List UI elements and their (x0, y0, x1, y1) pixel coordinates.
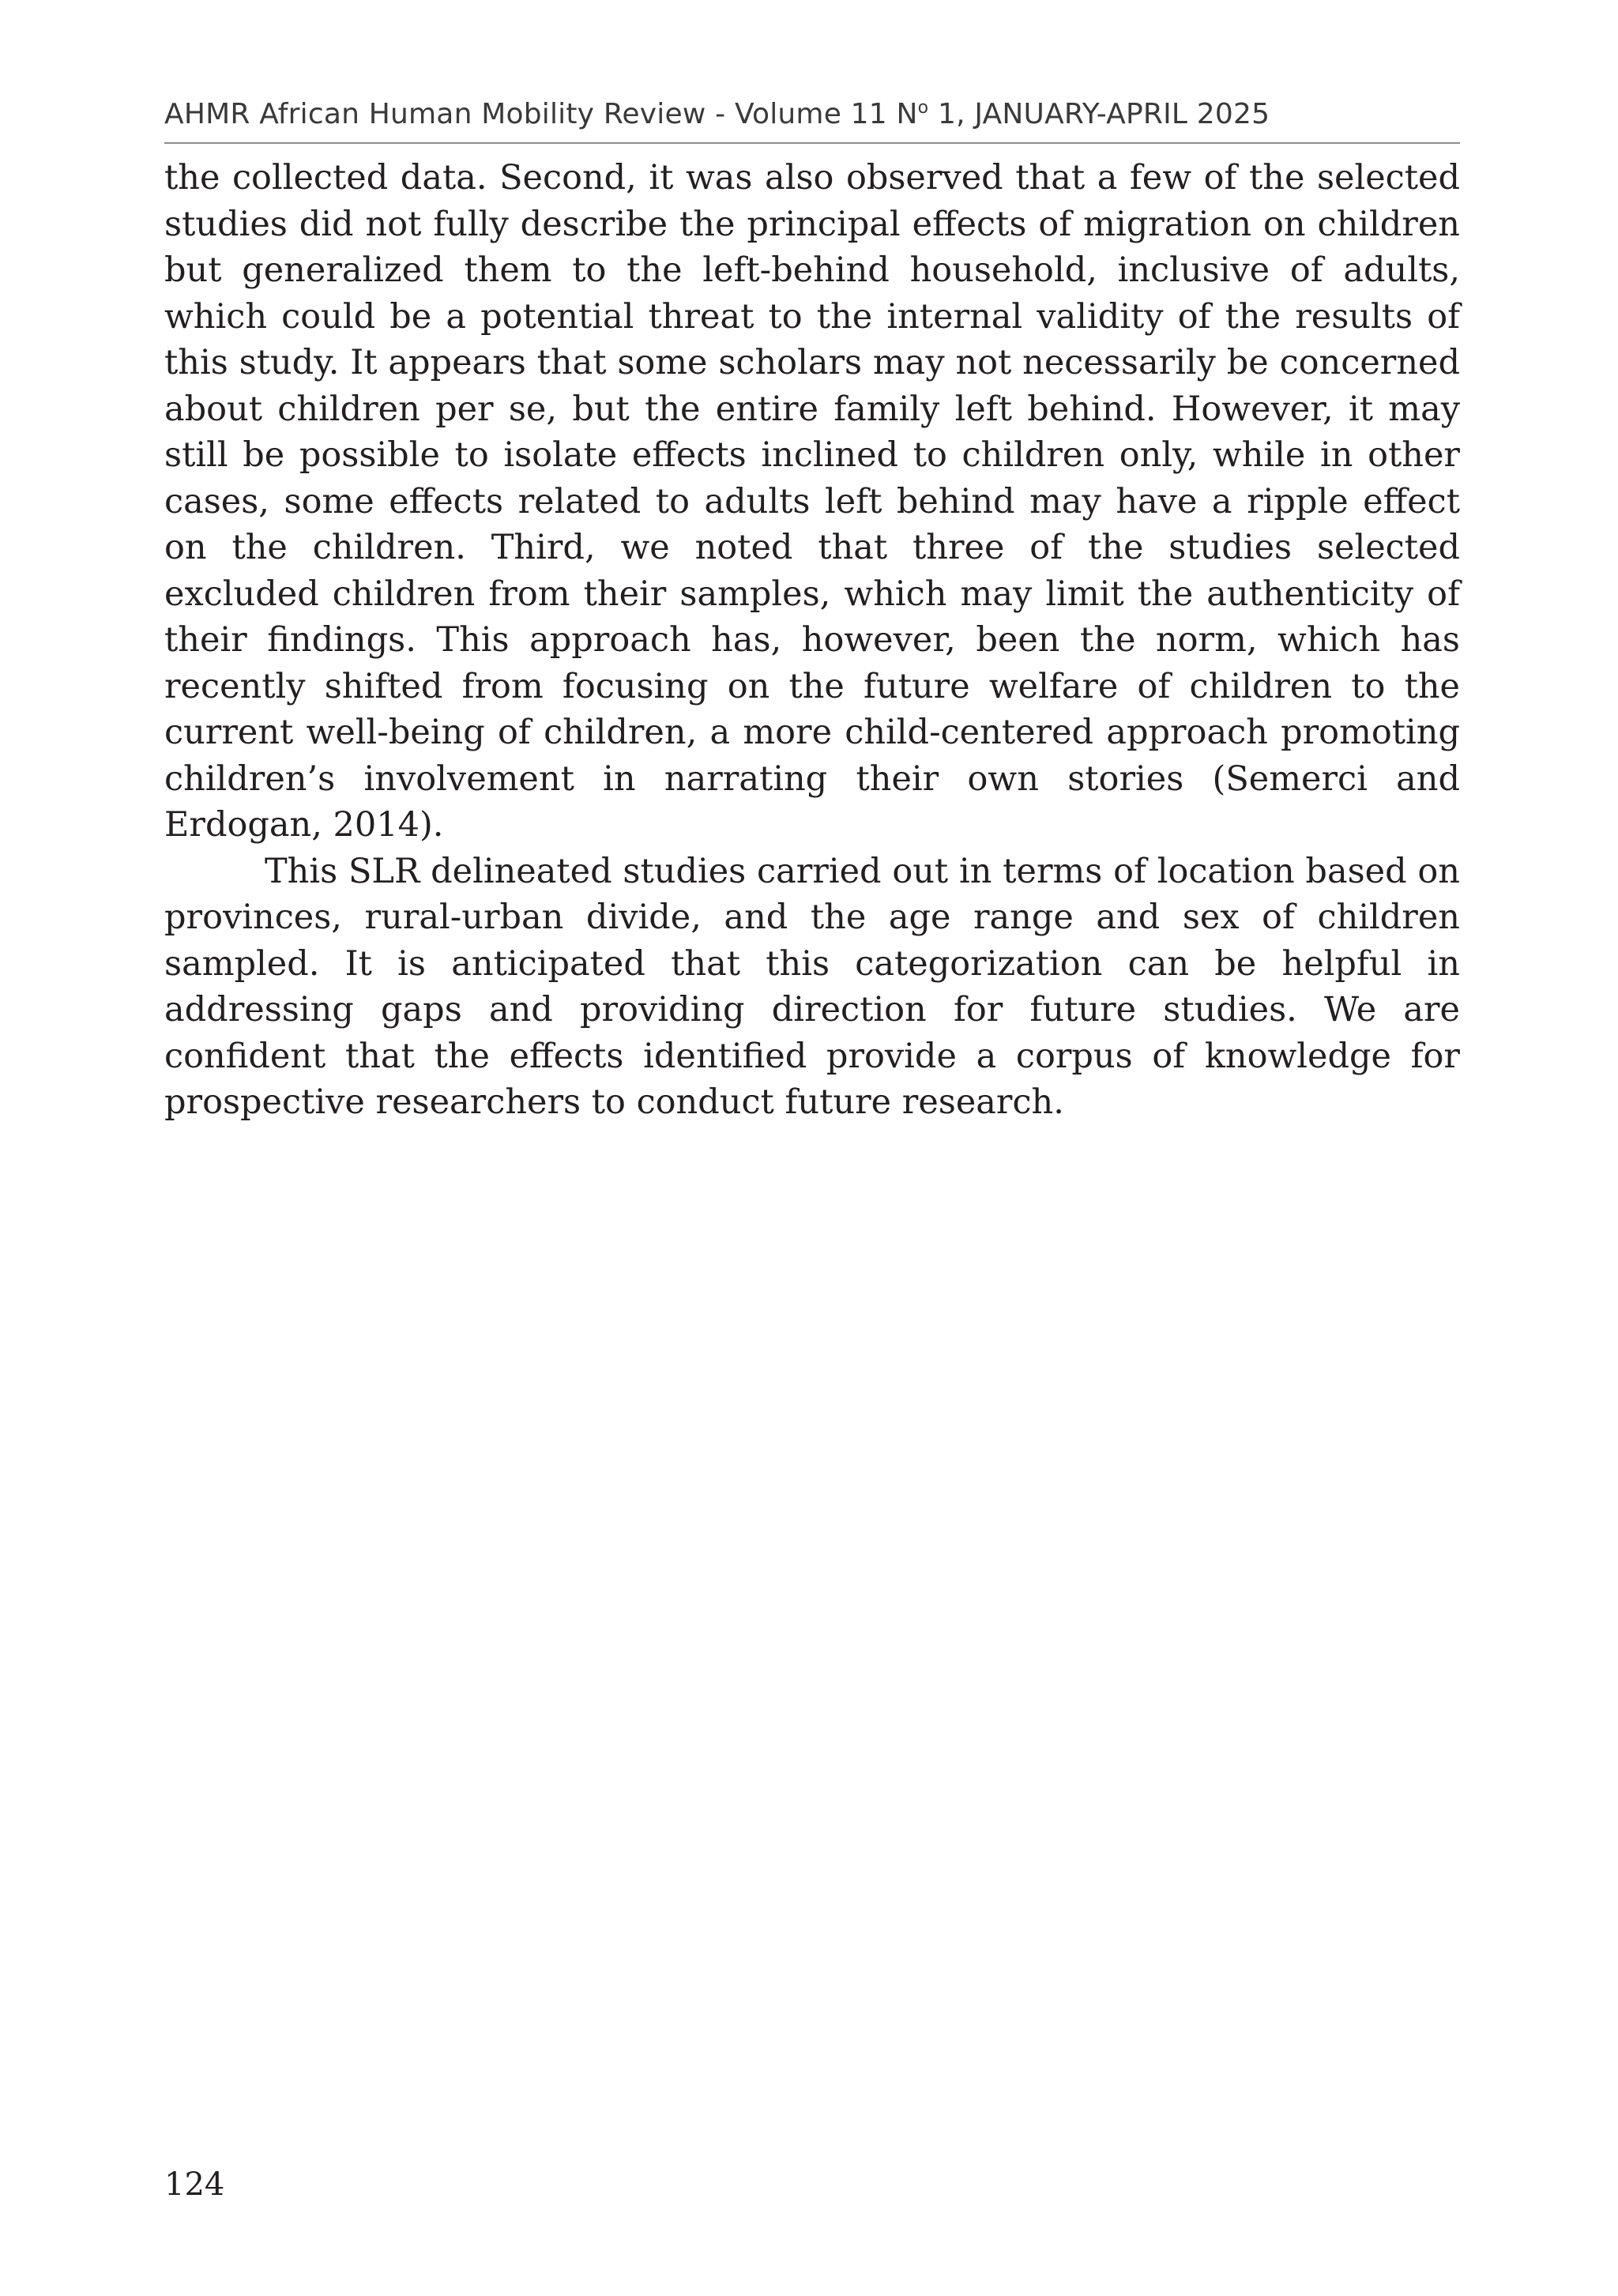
journal-title: AHMR African Human Mobility Review - Volume 11 N (164, 98, 918, 130)
header-divider (164, 142, 1460, 144)
issue-date: 1, JANUARY-APRIL 2025 (928, 98, 1270, 130)
body-text (164, 155, 1460, 1126)
number-sign-superscript: o (917, 98, 929, 118)
running-header (164, 98, 1460, 130)
paragraph-limitations: the collected data. Second, it was also observed that a few of the selected studies did not fully describe the principal effects of migration on children but generalized them to the left-behind household, inclusive of adults, which could be a potential threat to the internal validity of the results of this study. It appears that some scholars may not necessarily be concerned about children per se, but the entire family left behind. However, it may still be possible to isolate effects inclined to children only, while in other cases, some effects related to adults left behind may have a ripple effect on the children. Third, we noted that three of the studies selected excluded children from their samples, which may limit the authenticity of their findings. This approach has, however, been the norm, which has recently shifted from focusing on the future welfare of children to the current well-being of children, a more child-centered approach promoting children’s involvement in narrating their own stories (Semerci and Erdogan, 2014). (164, 158, 1460, 845)
page-number: 124 (164, 2166, 225, 2203)
paragraph-conclusion: This SLR delineated studies carried out in terms of location based on provinces, rural-urban divide, and the age range and sex of children sampled. It is anticipated that this categorization can be helpful in addressing gaps and providing direction for future studies. We are confident that the effects identified provide a corpus of knowledge for prospective researchers to conduct future research. (164, 851, 1460, 1122)
